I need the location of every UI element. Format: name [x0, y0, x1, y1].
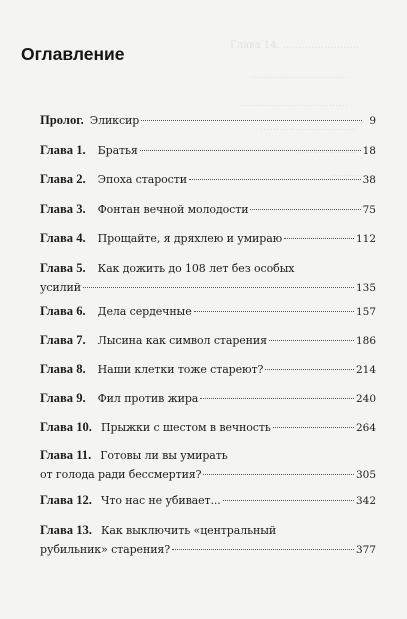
chapter-title: Лысина как символ старения	[97, 334, 267, 347]
page-number: 214	[355, 364, 376, 376]
toc-entry[interactable]	[40, 143, 376, 159]
chapter-title: Как дожить до 108 лет без особых	[97, 262, 295, 275]
page-number: 305	[355, 469, 376, 481]
chapter-title: Прыжки с шестом в вечность	[100, 421, 271, 434]
chapter-label: Глава 1.	[40, 143, 86, 157]
chapter-title: Братья	[97, 144, 138, 157]
page-number: 112	[355, 233, 376, 245]
chapter-label: Глава 9.	[40, 391, 86, 405]
dot-leader	[273, 426, 354, 428]
toc-entry[interactable]	[40, 448, 376, 483]
toc-heading: Оглавление	[21, 44, 125, 64]
chapter-label: Глава 8.	[40, 362, 86, 376]
chapter-label: Глава 5.	[40, 261, 86, 275]
toc-entry[interactable]	[40, 113, 376, 129]
chapter-label: Глава 6.	[40, 304, 86, 318]
page-number: 38	[362, 174, 376, 186]
dot-leader	[140, 149, 361, 151]
toc-entry[interactable]	[40, 391, 376, 407]
dot-leader	[250, 208, 360, 210]
chapter-title-continued: усилий	[40, 281, 82, 294]
page-number: 186	[355, 335, 376, 347]
chapter-label: Пролог.	[40, 113, 84, 127]
chapter-title: Дела сердечные	[97, 305, 192, 318]
chapter-title: Фонтан вечной молодости	[97, 203, 249, 216]
table-of-contents	[40, 0, 376, 619]
chapter-label: Глава 4.	[40, 231, 86, 245]
toc-entry[interactable]	[40, 362, 376, 378]
chapter-title: Готовы ли вы умирать	[100, 449, 228, 462]
chapter-label: Глава 2.	[40, 172, 86, 186]
chapter-title: Эликсир	[89, 114, 140, 127]
bleed-through-text: Глава 14. ........................ ............................... .................................. .............................. .................. .............	[230, 40, 372, 179]
chapter-title: Прощайте, я дряхлею и умираю	[97, 232, 283, 245]
toc-entry[interactable]	[40, 493, 376, 509]
chapter-title: Эпоха старости	[97, 173, 187, 186]
chapter-label: Глава 12.	[40, 493, 92, 507]
chapter-label: Глава 7.	[40, 333, 86, 347]
dot-leader	[265, 368, 354, 370]
chapter-title: Фил против жира	[97, 392, 199, 405]
dot-leader	[172, 548, 354, 550]
page-number: 377	[355, 544, 376, 556]
toc-entry[interactable]	[40, 202, 376, 218]
dot-leader	[200, 397, 354, 399]
page-number: 264	[355, 422, 376, 434]
toc-entry[interactable]	[40, 420, 376, 436]
page-number: 18	[362, 145, 376, 157]
page-number: 75	[362, 204, 376, 216]
dot-leader	[189, 178, 361, 180]
toc-entry[interactable]	[40, 333, 376, 349]
dot-leader	[269, 339, 354, 341]
chapter-title: Как выключить «центральный	[100, 524, 277, 537]
chapter-title-continued: рубильник» старения?	[40, 543, 171, 556]
page-number: 9	[369, 115, 376, 127]
chapter-title: Что нас не убивает...	[100, 494, 221, 507]
dot-leader	[223, 499, 354, 501]
dot-leader	[141, 119, 362, 121]
dot-leader	[194, 310, 354, 312]
page-number: 342	[355, 495, 376, 507]
page-number: 157	[355, 306, 376, 318]
chapter-label: Глава 10.	[40, 420, 92, 434]
page-number: 135	[355, 282, 376, 294]
dot-leader	[83, 286, 354, 288]
chapter-label: Глава 11.	[40, 448, 92, 462]
dot-leader	[284, 237, 354, 239]
toc-entry[interactable]	[40, 261, 376, 296]
chapter-title-continued: от голода ради бессмертия?	[40, 468, 202, 481]
dot-leader	[203, 473, 354, 475]
page-number: 240	[355, 393, 376, 405]
toc-entry[interactable]	[40, 231, 376, 247]
toc-entry[interactable]	[40, 523, 376, 558]
chapter-title: Наши клетки тоже стареют?	[97, 363, 264, 376]
chapter-label: Глава 3.	[40, 202, 86, 216]
toc-entry[interactable]	[40, 304, 376, 320]
toc-entry[interactable]	[40, 172, 376, 188]
chapter-label: Глава 13.	[40, 523, 92, 537]
